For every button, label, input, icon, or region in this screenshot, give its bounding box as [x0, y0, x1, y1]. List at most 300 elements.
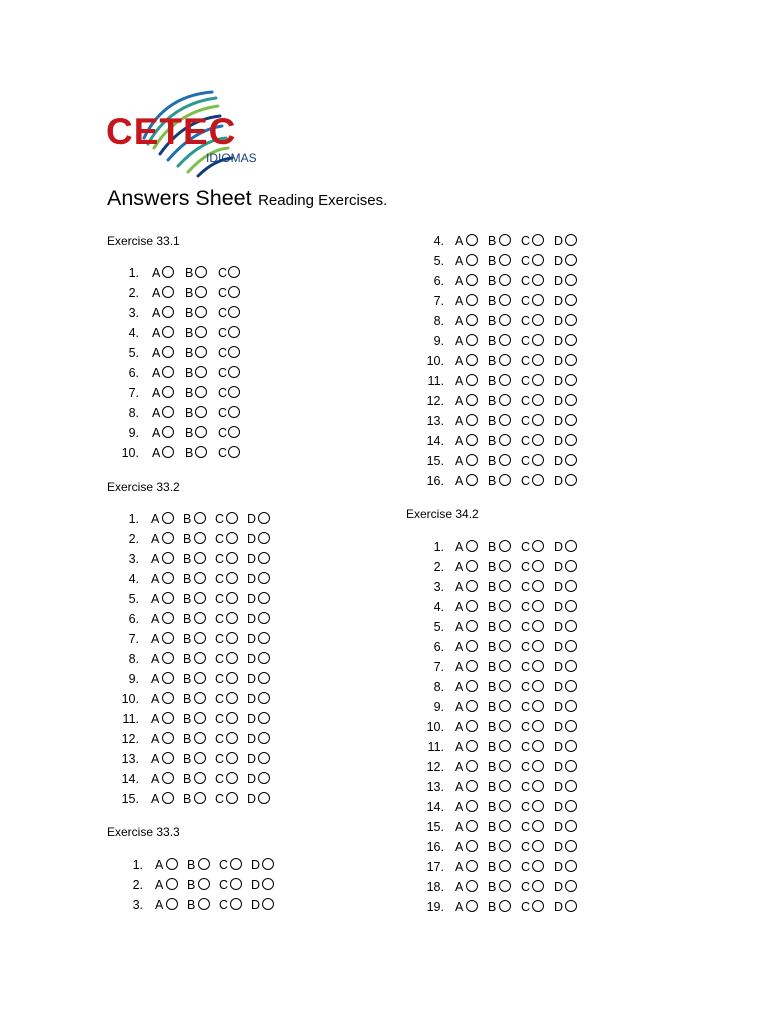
- answer-bubble[interactable]: [226, 532, 238, 544]
- answer-bubble[interactable]: [499, 454, 511, 466]
- answer-bubble[interactable]: [532, 234, 544, 246]
- answer-bubble[interactable]: [258, 572, 270, 584]
- answer-bubble[interactable]: [162, 632, 174, 644]
- answer-bubble[interactable]: [162, 552, 174, 564]
- option-label: C: [521, 540, 531, 554]
- answer-bubble[interactable]: [565, 294, 577, 306]
- answer-bubble[interactable]: [565, 720, 577, 732]
- question-number: 3.: [433, 580, 444, 594]
- answer-bubble[interactable]: [532, 840, 544, 852]
- option-label: D: [554, 640, 564, 654]
- answer-bubble[interactable]: [532, 740, 544, 752]
- answer-bubble[interactable]: [466, 540, 478, 552]
- answer-bubble[interactable]: [499, 334, 511, 346]
- answer-bubble[interactable]: [466, 800, 478, 812]
- answer-bubble[interactable]: [532, 354, 544, 366]
- option-label: A: [151, 632, 160, 646]
- option-label: C: [521, 414, 531, 428]
- answer-bubble[interactable]: [565, 234, 577, 246]
- answer-bubble[interactable]: [466, 880, 478, 892]
- answer-bubble[interactable]: [565, 540, 577, 552]
- answer-bubble[interactable]: [466, 640, 478, 652]
- answer-bubble[interactable]: [194, 612, 206, 624]
- option-label: B: [488, 540, 497, 554]
- option-label: D: [247, 712, 257, 726]
- answer-bubble[interactable]: [166, 898, 178, 910]
- answer-bubble[interactable]: [499, 354, 511, 366]
- answer-bubble[interactable]: [532, 254, 544, 266]
- answer-bubble[interactable]: [258, 512, 270, 524]
- option-label: D: [554, 354, 564, 368]
- answer-bubble[interactable]: [532, 860, 544, 872]
- answer-bubble[interactable]: [466, 474, 478, 486]
- answer-bubble[interactable]: [499, 254, 511, 266]
- answer-bubble[interactable]: [162, 592, 174, 604]
- answer-bubble[interactable]: [166, 858, 178, 870]
- answer-bubble[interactable]: [499, 540, 511, 552]
- answer-bubble[interactable]: [195, 446, 207, 458]
- answer-bubble[interactable]: [466, 334, 478, 346]
- answer-bubble[interactable]: [198, 898, 210, 910]
- option-label: B: [185, 386, 194, 400]
- answer-bubble[interactable]: [162, 672, 174, 684]
- answer-bubble[interactable]: [162, 306, 174, 318]
- answer-bubble[interactable]: [194, 592, 206, 604]
- answer-bubble[interactable]: [228, 366, 240, 378]
- option-label: D: [554, 620, 564, 634]
- logo-brand-text: CETEC: [106, 111, 237, 152]
- answer-bubble[interactable]: [499, 434, 511, 446]
- answer-bubble[interactable]: [565, 600, 577, 612]
- answer-bubble[interactable]: [565, 800, 577, 812]
- answer-bubble[interactable]: [195, 386, 207, 398]
- answer-bubble[interactable]: [499, 660, 511, 672]
- answer-bubble[interactable]: [226, 552, 238, 564]
- answer-bubble[interactable]: [499, 700, 511, 712]
- answer-bubble[interactable]: [466, 620, 478, 632]
- option-label: C: [218, 286, 228, 300]
- answer-bubble[interactable]: [162, 792, 174, 804]
- answer-bubble[interactable]: [565, 354, 577, 366]
- question-number: 11.: [427, 740, 444, 754]
- question-number: 9.: [433, 334, 444, 348]
- answer-bubble[interactable]: [162, 266, 174, 278]
- answer-bubble[interactable]: [466, 660, 478, 672]
- answer-bubble[interactable]: [532, 620, 544, 632]
- option-label: C: [218, 386, 228, 400]
- answer-bubble[interactable]: [194, 532, 206, 544]
- option-label: B: [488, 294, 497, 308]
- question-number: 6.: [128, 612, 139, 626]
- answer-bubble[interactable]: [162, 286, 174, 298]
- answer-bubble[interactable]: [466, 680, 478, 692]
- answer-bubble[interactable]: [466, 294, 478, 306]
- answer-bubble[interactable]: [499, 394, 511, 406]
- option-label: A: [151, 512, 160, 526]
- question-number: 8.: [433, 680, 444, 694]
- answer-bubble[interactable]: [499, 760, 511, 772]
- answer-bubble[interactable]: [195, 286, 207, 298]
- answer-bubble[interactable]: [466, 560, 478, 572]
- answer-bubble[interactable]: [228, 446, 240, 458]
- answer-bubble[interactable]: [499, 580, 511, 592]
- answer-bubble[interactable]: [565, 274, 577, 286]
- answer-bubble[interactable]: [162, 612, 174, 624]
- answer-bubble[interactable]: [565, 640, 577, 652]
- answer-bubble[interactable]: [226, 712, 238, 724]
- answer-bubble[interactable]: [258, 532, 270, 544]
- option-label: D: [554, 680, 564, 694]
- question-number: 6.: [128, 366, 139, 380]
- answer-bubble[interactable]: [532, 760, 544, 772]
- answer-bubble[interactable]: [565, 334, 577, 346]
- answer-bubble[interactable]: [499, 680, 511, 692]
- answer-bubble[interactable]: [466, 840, 478, 852]
- answer-bubble[interactable]: [194, 632, 206, 644]
- question-number: 13.: [426, 780, 444, 794]
- answer-bubble[interactable]: [466, 700, 478, 712]
- answer-bubble[interactable]: [230, 858, 242, 870]
- answer-bubble[interactable]: [228, 386, 240, 398]
- answer-bubble[interactable]: [228, 266, 240, 278]
- answer-bubble[interactable]: [466, 720, 478, 732]
- answer-bubble[interactable]: [565, 700, 577, 712]
- answer-bubble[interactable]: [499, 880, 511, 892]
- answer-bubble[interactable]: [195, 406, 207, 418]
- option-label: C: [521, 860, 531, 874]
- answer-bubble[interactable]: [466, 580, 478, 592]
- answer-bubble[interactable]: [565, 680, 577, 692]
- answer-bubble[interactable]: [532, 274, 544, 286]
- answer-bubble[interactable]: [258, 692, 270, 704]
- answer-bubble[interactable]: [228, 326, 240, 338]
- question-number: 6.: [433, 640, 444, 654]
- answer-bubble[interactable]: [162, 692, 174, 704]
- answer-bubble[interactable]: [532, 660, 544, 672]
- answer-bubble[interactable]: [258, 632, 270, 644]
- option-label: C: [215, 512, 225, 526]
- question-number: 7.: [433, 294, 444, 308]
- answer-bubble[interactable]: [466, 900, 478, 912]
- answer-bubble[interactable]: [499, 600, 511, 612]
- answer-bubble[interactable]: [226, 512, 238, 524]
- question-number: 5.: [128, 346, 139, 360]
- answer-bubble[interactable]: [162, 752, 174, 764]
- answer-bubble[interactable]: [499, 374, 511, 386]
- answer-bubble[interactable]: [499, 474, 511, 486]
- answer-bubble[interactable]: [499, 740, 511, 752]
- option-label: B: [488, 780, 497, 794]
- answer-bubble[interactable]: [195, 306, 207, 318]
- answer-bubble[interactable]: [532, 780, 544, 792]
- option-label: A: [455, 560, 464, 574]
- answer-bubble[interactable]: [532, 434, 544, 446]
- answer-bubble[interactable]: [499, 414, 511, 426]
- answer-bubble[interactable]: [532, 580, 544, 592]
- question-number: 12.: [426, 760, 444, 774]
- question-number: 11.: [122, 712, 139, 726]
- answer-bubble[interactable]: [194, 752, 206, 764]
- answer-bubble[interactable]: [162, 572, 174, 584]
- option-label: A: [455, 434, 464, 448]
- answer-bubble[interactable]: [228, 286, 240, 298]
- answer-bubble[interactable]: [532, 880, 544, 892]
- exercise-heading: Exercise 33.3: [107, 825, 180, 839]
- answer-bubble[interactable]: [466, 234, 478, 246]
- answer-bubble[interactable]: [532, 454, 544, 466]
- answer-bubble[interactable]: [466, 600, 478, 612]
- answer-bubble[interactable]: [194, 572, 206, 584]
- answer-bubble[interactable]: [162, 732, 174, 744]
- answer-bubble[interactable]: [194, 772, 206, 784]
- answer-bubble[interactable]: [258, 652, 270, 664]
- question-number: 16.: [426, 474, 444, 488]
- option-label: B: [187, 898, 196, 912]
- answer-bubble[interactable]: [565, 474, 577, 486]
- answer-bubble[interactable]: [226, 652, 238, 664]
- option-label: B: [488, 314, 497, 328]
- answer-bubble[interactable]: [162, 532, 174, 544]
- answer-bubble[interactable]: [466, 434, 478, 446]
- option-label: D: [247, 752, 257, 766]
- option-label: B: [488, 840, 497, 854]
- answer-bubble[interactable]: [565, 660, 577, 672]
- answer-bubble[interactable]: [258, 592, 270, 604]
- question-number: 19.: [426, 900, 444, 914]
- answer-bubble[interactable]: [166, 878, 178, 890]
- answer-bubble[interactable]: [226, 612, 238, 624]
- answer-bubble[interactable]: [226, 672, 238, 684]
- answer-bubble[interactable]: [258, 672, 270, 684]
- answer-bubble[interactable]: [226, 752, 238, 764]
- answer-bubble[interactable]: [198, 878, 210, 890]
- option-label: D: [554, 880, 564, 894]
- answer-bubble[interactable]: [499, 720, 511, 732]
- answer-bubble[interactable]: [228, 306, 240, 318]
- answer-bubble[interactable]: [565, 414, 577, 426]
- answer-bubble[interactable]: [194, 792, 206, 804]
- option-label: D: [247, 732, 257, 746]
- answer-bubble[interactable]: [162, 406, 174, 418]
- answer-bubble[interactable]: [162, 772, 174, 784]
- answer-bubble[interactable]: [226, 572, 238, 584]
- option-label: A: [455, 540, 464, 554]
- answer-bubble[interactable]: [532, 560, 544, 572]
- answer-bubble[interactable]: [230, 878, 242, 890]
- option-label: D: [554, 760, 564, 774]
- answer-bubble[interactable]: [198, 858, 210, 870]
- option-label: B: [183, 692, 192, 706]
- answer-bubble[interactable]: [262, 858, 274, 870]
- answer-bubble[interactable]: [499, 780, 511, 792]
- answer-bubble[interactable]: [228, 406, 240, 418]
- answer-bubble[interactable]: [499, 294, 511, 306]
- option-label: B: [183, 712, 192, 726]
- answer-bubble[interactable]: [532, 800, 544, 812]
- answer-bubble[interactable]: [230, 898, 242, 910]
- answer-bubble[interactable]: [499, 274, 511, 286]
- answer-bubble[interactable]: [565, 900, 577, 912]
- answer-bubble[interactable]: [565, 820, 577, 832]
- answer-bubble[interactable]: [162, 326, 174, 338]
- answer-bubble[interactable]: [565, 454, 577, 466]
- question-number: 15.: [426, 454, 444, 468]
- answer-bubble[interactable]: [532, 414, 544, 426]
- answer-bubble[interactable]: [258, 792, 270, 804]
- answer-bubble[interactable]: [565, 254, 577, 266]
- option-label: D: [554, 700, 564, 714]
- answer-bubble[interactable]: [466, 740, 478, 752]
- answer-bubble[interactable]: [499, 640, 511, 652]
- answer-bubble[interactable]: [565, 760, 577, 772]
- answer-bubble[interactable]: [228, 426, 240, 438]
- answer-bubble[interactable]: [226, 792, 238, 804]
- answer-bubble[interactable]: [565, 860, 577, 872]
- answer-bubble[interactable]: [565, 394, 577, 406]
- option-label: C: [215, 672, 225, 686]
- answer-bubble[interactable]: [565, 560, 577, 572]
- answer-bubble[interactable]: [565, 780, 577, 792]
- answer-bubble[interactable]: [226, 592, 238, 604]
- answer-bubble[interactable]: [258, 552, 270, 564]
- answer-bubble[interactable]: [162, 366, 174, 378]
- option-label: D: [251, 878, 261, 892]
- answer-bubble[interactable]: [466, 274, 478, 286]
- answer-bubble[interactable]: [466, 820, 478, 832]
- answer-bubble[interactable]: [162, 426, 174, 438]
- option-label: A: [455, 374, 464, 388]
- option-label: D: [554, 334, 564, 348]
- answer-bubble[interactable]: [466, 254, 478, 266]
- answer-bubble[interactable]: [532, 474, 544, 486]
- answer-bubble[interactable]: [499, 314, 511, 326]
- option-label: A: [455, 640, 464, 654]
- answer-bubble[interactable]: [532, 700, 544, 712]
- answer-bubble[interactable]: [194, 672, 206, 684]
- question-number: 8.: [128, 652, 139, 666]
- answer-bubble[interactable]: [565, 840, 577, 852]
- answer-bubble[interactable]: [532, 374, 544, 386]
- option-label: B: [488, 820, 497, 834]
- answer-bubble[interactable]: [195, 366, 207, 378]
- answer-bubble[interactable]: [565, 880, 577, 892]
- answer-bubble[interactable]: [565, 434, 577, 446]
- answer-bubble[interactable]: [532, 394, 544, 406]
- answer-bubble[interactable]: [262, 878, 274, 890]
- answer-bubble[interactable]: [258, 752, 270, 764]
- option-label: A: [152, 366, 161, 380]
- answer-bubble[interactable]: [228, 346, 240, 358]
- answer-bubble[interactable]: [162, 652, 174, 664]
- answer-bubble[interactable]: [162, 446, 174, 458]
- answer-bubble[interactable]: [162, 712, 174, 724]
- answer-bubble[interactable]: [532, 680, 544, 692]
- option-label: A: [151, 772, 160, 786]
- option-label: C: [219, 858, 229, 872]
- answer-bubble[interactable]: [565, 580, 577, 592]
- option-label: D: [251, 898, 261, 912]
- answer-bubble[interactable]: [532, 540, 544, 552]
- option-label: D: [554, 454, 564, 468]
- answer-bubble[interactable]: [194, 732, 206, 744]
- answer-bubble[interactable]: [258, 712, 270, 724]
- cetec-logo: [104, 86, 264, 178]
- answer-bubble[interactable]: [499, 800, 511, 812]
- answer-bubble[interactable]: [226, 772, 238, 784]
- answer-bubble[interactable]: [194, 692, 206, 704]
- option-label: B: [185, 286, 194, 300]
- answer-bubble[interactable]: [195, 326, 207, 338]
- answer-bubble[interactable]: [499, 860, 511, 872]
- answer-bubble[interactable]: [532, 334, 544, 346]
- answer-bubble[interactable]: [194, 512, 206, 524]
- answer-bubble[interactable]: [565, 740, 577, 752]
- question-number: 11.: [427, 374, 444, 388]
- answer-bubble[interactable]: [258, 772, 270, 784]
- option-label: C: [521, 354, 531, 368]
- answer-bubble[interactable]: [162, 512, 174, 524]
- answer-bubble[interactable]: [194, 552, 206, 564]
- answer-bubble[interactable]: [466, 394, 478, 406]
- answer-bubble[interactable]: [565, 620, 577, 632]
- option-label: B: [183, 672, 192, 686]
- option-label: B: [488, 680, 497, 694]
- answer-bubble[interactable]: [532, 720, 544, 732]
- answer-bubble[interactable]: [466, 314, 478, 326]
- answer-bubble[interactable]: [466, 374, 478, 386]
- answer-bubble[interactable]: [226, 632, 238, 644]
- answer-bubble[interactable]: [532, 900, 544, 912]
- answer-bubble[interactable]: [195, 426, 207, 438]
- answer-bubble[interactable]: [532, 600, 544, 612]
- option-label: B: [185, 426, 194, 440]
- option-label: A: [455, 860, 464, 874]
- answer-bubble[interactable]: [466, 414, 478, 426]
- answer-bubble[interactable]: [466, 454, 478, 466]
- answer-bubble[interactable]: [466, 760, 478, 772]
- answer-bubble[interactable]: [162, 346, 174, 358]
- answer-bubble[interactable]: [195, 346, 207, 358]
- answer-bubble[interactable]: [195, 266, 207, 278]
- answer-bubble[interactable]: [466, 860, 478, 872]
- answer-bubble[interactable]: [532, 314, 544, 326]
- exercise-heading: Exercise 33.1: [107, 234, 180, 248]
- answer-bubble[interactable]: [532, 640, 544, 652]
- answer-bubble[interactable]: [499, 620, 511, 632]
- option-label: C: [215, 792, 225, 806]
- answer-bubble[interactable]: [226, 692, 238, 704]
- answer-bubble[interactable]: [226, 732, 238, 744]
- answer-bubble[interactable]: [565, 374, 577, 386]
- answer-bubble[interactable]: [499, 820, 511, 832]
- answer-bubble[interactable]: [499, 900, 511, 912]
- answer-bubble[interactable]: [194, 652, 206, 664]
- answer-bubble[interactable]: [162, 386, 174, 398]
- answer-bubble[interactable]: [499, 560, 511, 572]
- answer-bubble[interactable]: [499, 234, 511, 246]
- answer-bubble[interactable]: [532, 294, 544, 306]
- option-label: B: [488, 274, 497, 288]
- answer-bubble[interactable]: [466, 780, 478, 792]
- answer-bubble[interactable]: [466, 354, 478, 366]
- answer-bubble[interactable]: [194, 712, 206, 724]
- answer-bubble[interactable]: [258, 612, 270, 624]
- answer-bubble[interactable]: [532, 820, 544, 832]
- answer-bubble[interactable]: [565, 314, 577, 326]
- answer-bubble[interactable]: [499, 840, 511, 852]
- answer-bubble[interactable]: [258, 732, 270, 744]
- answer-bubble[interactable]: [262, 898, 274, 910]
